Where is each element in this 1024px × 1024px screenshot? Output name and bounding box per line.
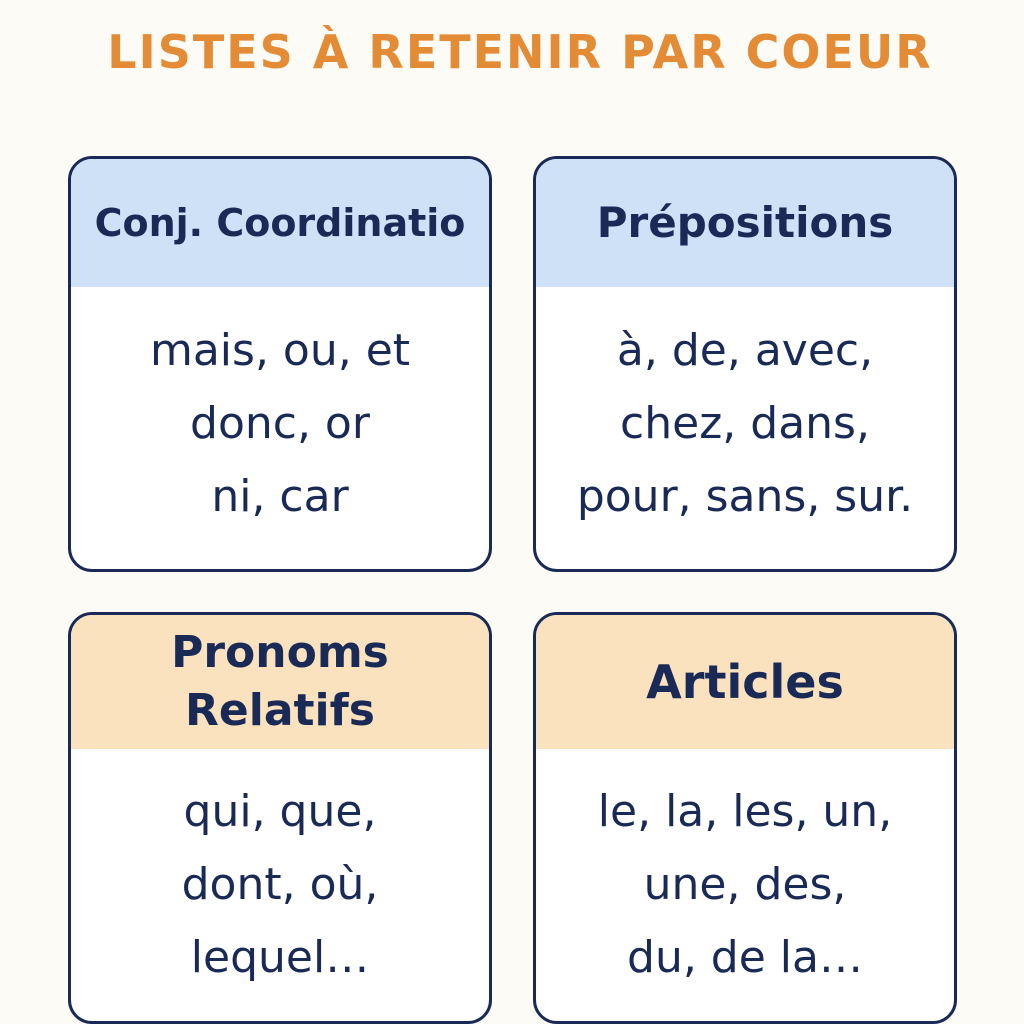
card-header-label: Articles bbox=[646, 655, 844, 709]
list-line: le, la, les, un, bbox=[597, 786, 893, 837]
card-body bbox=[71, 749, 489, 994]
list-line: qui, que, bbox=[183, 786, 377, 837]
card-header bbox=[536, 159, 954, 287]
card-header-label: Prépositions bbox=[596, 198, 894, 247]
list-line: donc, or bbox=[190, 398, 370, 449]
card-body bbox=[71, 287, 489, 533]
card-articles bbox=[533, 612, 957, 1024]
card-header bbox=[536, 615, 954, 749]
page-title: LISTES À RETENIR PAR COEUR bbox=[107, 25, 933, 79]
list-line: une, des, bbox=[643, 859, 847, 910]
card-prepositions bbox=[533, 156, 957, 572]
list-line: à, de, avec, bbox=[616, 325, 874, 376]
list-line: chez, dans, bbox=[620, 398, 870, 449]
card-body bbox=[536, 287, 954, 533]
list-line: lequel… bbox=[190, 932, 370, 983]
card-header-label: Conj. Coordinatio bbox=[94, 201, 466, 245]
card-header bbox=[71, 159, 489, 287]
list-line: pour, sans, sur. bbox=[576, 471, 914, 522]
list-line: ni, car bbox=[211, 471, 349, 522]
list-line: mais, ou, et bbox=[149, 325, 411, 376]
card-header-label: Pronoms Relatifs bbox=[171, 627, 389, 736]
card-pronoms-relatifs bbox=[68, 612, 492, 1024]
list-line: dont, où, bbox=[181, 859, 379, 910]
card-body bbox=[536, 749, 954, 994]
card-conjonctions-coordination bbox=[68, 156, 492, 572]
card-header bbox=[71, 615, 489, 749]
list-line: du, de la… bbox=[627, 932, 863, 983]
